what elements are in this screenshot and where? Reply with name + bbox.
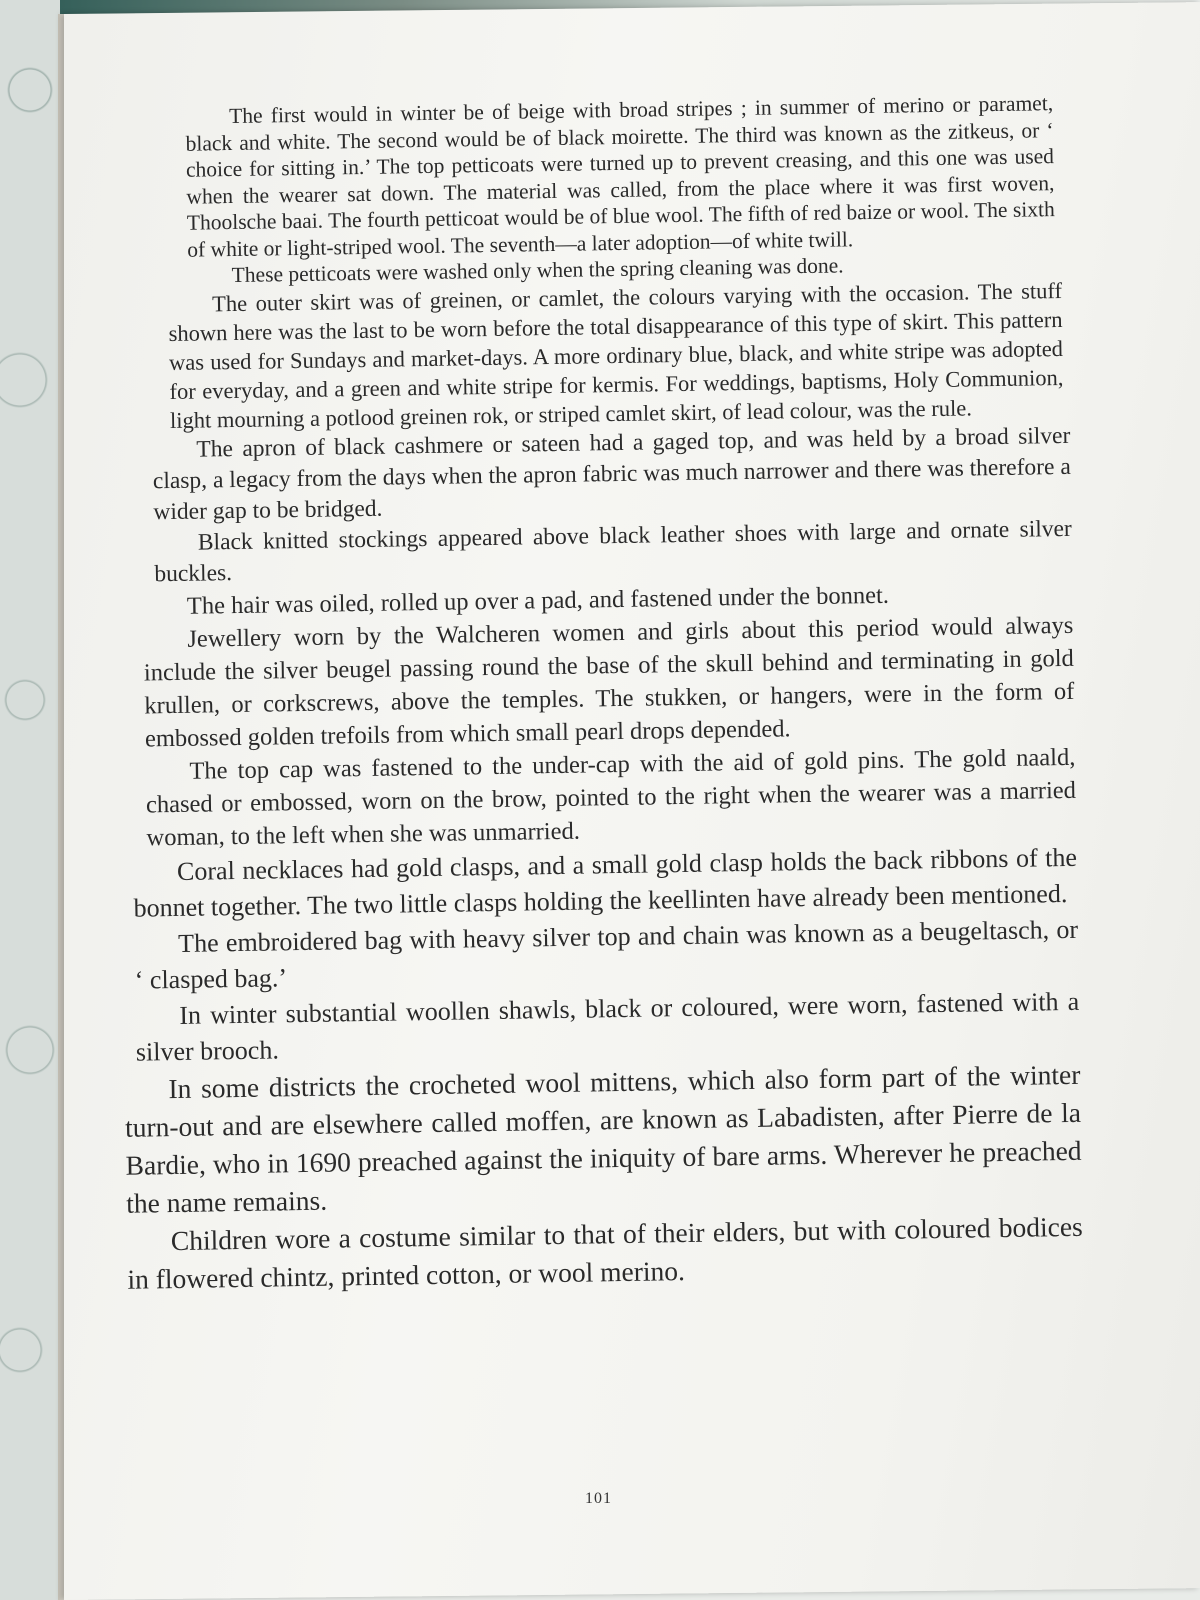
paragraph-jewellery: Jewellery worn by the Walcheren women and girls about this period would always include the silver beugel passing round the base of the skull behind and terminating in gold krullen, or corkscrews, above the temples. The stukken, or hangers, were in the form of embossed golden trefoils from which small pearl drops depended. [143, 611, 1075, 752]
paragraph-apron: The apron of black cashmere or sateen had a gaged top, and was held by a broad silver clasp, a legacy from the days when the apron fabric was much narrower and there was therefore a wider gap to be bridged. [152, 422, 1071, 525]
paragraph-hair: The hair was oiled, rolled up over a pad, and fastened under the bonnet. [186, 581, 890, 620]
paragraph-stockings: Black knitted stockings appeared above black leather shoes with large and ornate silver buckles. [154, 515, 1072, 587]
paragraph-children: Children wore a costume similar to that of their elders, but with coloured bodices in flowered chintz, printed cotton, or wool merino. [127, 1210, 1083, 1295]
paragraph-mittens: In some districts the crocheted wool mittens, which also form part of the winter turn-out and are elsewhere called moffen, are known as Labadisten, after Pierre de la Bardie, who in 1690 preached against the iniquity of bare arms. Wherever he preached the name remains. [124, 1058, 1082, 1219]
paragraph-bag: The embroidered bag with heavy silver top and chain was known as a beugeltasch, or ‘ clasped bag.’ [134, 914, 1079, 995]
patterned-cloth-edge [0, 0, 60, 1600]
paragraph-shawls: In winter substantial woollen shawls, black or coloured, were worn, fastened with a silver brooch. [135, 986, 1080, 1067]
page-number: 101 [585, 1490, 612, 1507]
page-text [105, 90, 1084, 1298]
paragraph-washing: These petticoats were washed only when the spring cleaning was done. [231, 253, 844, 288]
paragraph-outer-skirt: The outer skirt was of greinen, or camlet, the colours varying with the occasion. The stuff shown here was the last to be worn before the total disappearance of this type of skirt. This pattern was used for Sundays and market-days. A more ordinary blue, black, and white stripe was adopted for everyday, and a green and white stripe for kermis. For weddings, baptisms, Holy Communion, light mourning a potlood greinen rok, or striped camlet skirt, of lead colour, was the rule. [168, 277, 1064, 433]
paragraph-top-cap: The top cap was fastened to the under-cap with the aid of gold pins. The gold naald, chased or embossed, worn on the brow, pointed to the right when the wearer was a married woman, to the left when she was unmarried. [145, 743, 1077, 851]
paragraph-petticoats: The first would in winter be of beige with broad stripes ; in summer of merino or paramet, black and white. The second would be of black moirette. The third was known as the zitkeus, or ‘ choice for sitting in.’ The top petticoats were turned up to prevent creasing, and this one was used when the wearer sat down. The material was called, from the place where it was first woven, Thoolsche baai. The fourth petticoat would be of blue wool. The fifth of red baize or wool. The sixth of white or light-striped wool. The seventh—a later adoption—of white twill. [185, 91, 1055, 262]
paragraph-coral: Coral necklaces had gold clasps, and a small gold clasp holds the back ribbons of the bonnet together. The two little clasps holding the keellinten have already been mentioned. [133, 842, 1078, 923]
